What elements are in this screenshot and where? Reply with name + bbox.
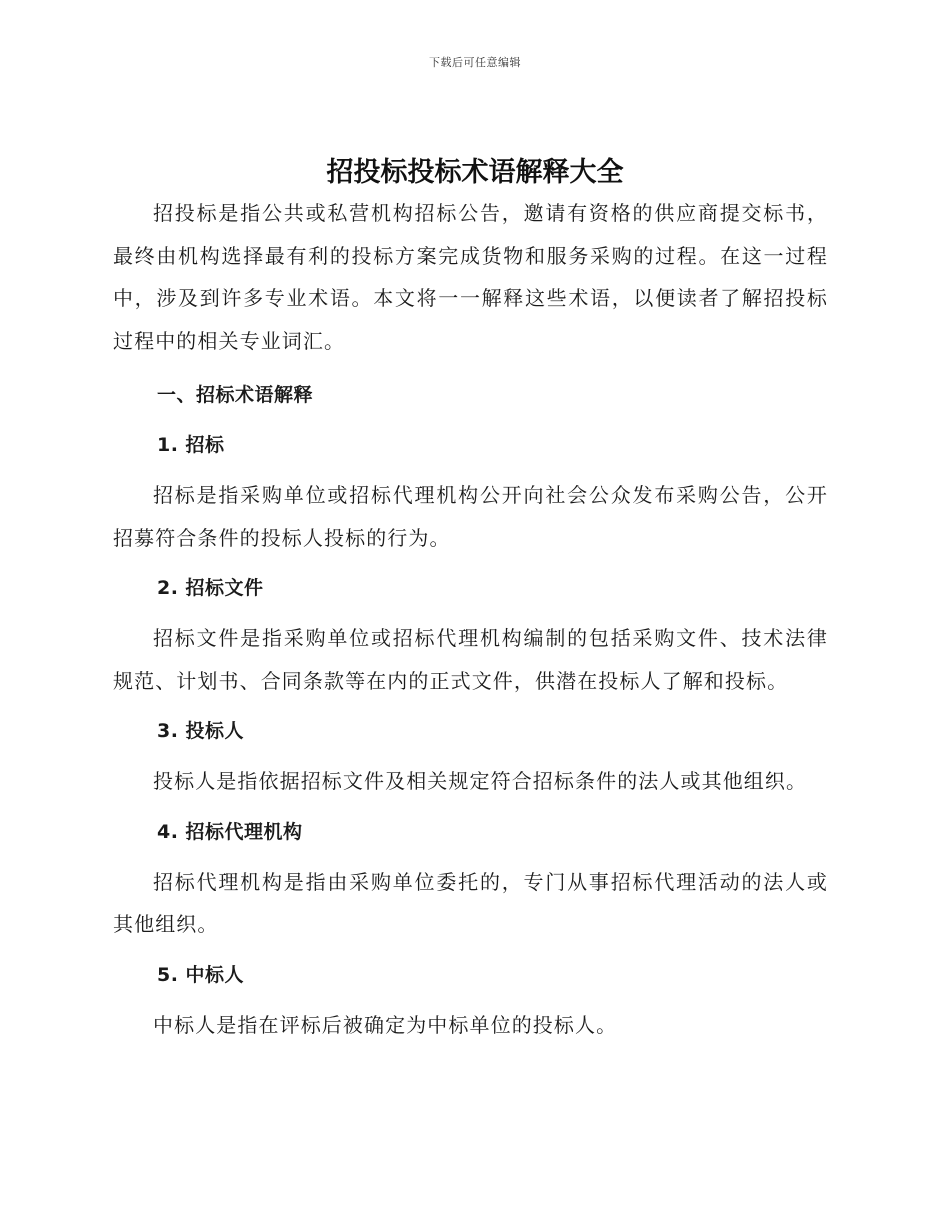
- header-note: 下载后可任意编辑: [429, 56, 521, 69]
- document-title: 招投标投标术语解释大全: [326, 157, 624, 188]
- section-heading: 一、招标术语解释: [157, 384, 314, 406]
- term-text-4: 招标代理机构是指由采购单位委托的，专门从事招标代理活动的法人或其他组织。: [113, 869, 828, 936]
- term-text-1: 招标是指采购单位或招标代理机构公开向社会公众发布采购公告，公开招募符合条件的投标人投标的行为。: [113, 483, 828, 550]
- term-text-5: 中标人是指在评标后被确定为中标单位的投标人。: [153, 1012, 618, 1037]
- intro-paragraph: 招投标是指公共或私营机构招标公告，邀请有资格的供应商提交标书，最终由机构选择最有利的投标方案完成货物和服务采购的过程。在这一过程中，涉及到许多专业术语。本文将一一解释这些术语，以便读者了解招投标过程中的相关专业词汇。: [113, 201, 828, 353]
- term-heading-2: 2. 招标文件: [157, 577, 264, 599]
- term-heading-1: 1. 招标: [157, 434, 225, 456]
- term-heading-5: 5. 中标人: [157, 963, 245, 986]
- term-text-3: 投标人是指依据招标文件及相关规定符合招标条件的法人或其他组织。: [153, 769, 808, 793]
- term-heading-4: 4. 招标代理机构: [157, 820, 303, 843]
- term-heading-3: 3. 投标人: [157, 720, 245, 742]
- term-text-2: 招标文件是指采购单位或招标代理机构编制的包括采购文件、技术法律规范、计划书、合同条款等在内的正式文件，供潜在投标人了解和投标。: [113, 626, 828, 693]
- document-body: [113, 192, 828, 1046]
